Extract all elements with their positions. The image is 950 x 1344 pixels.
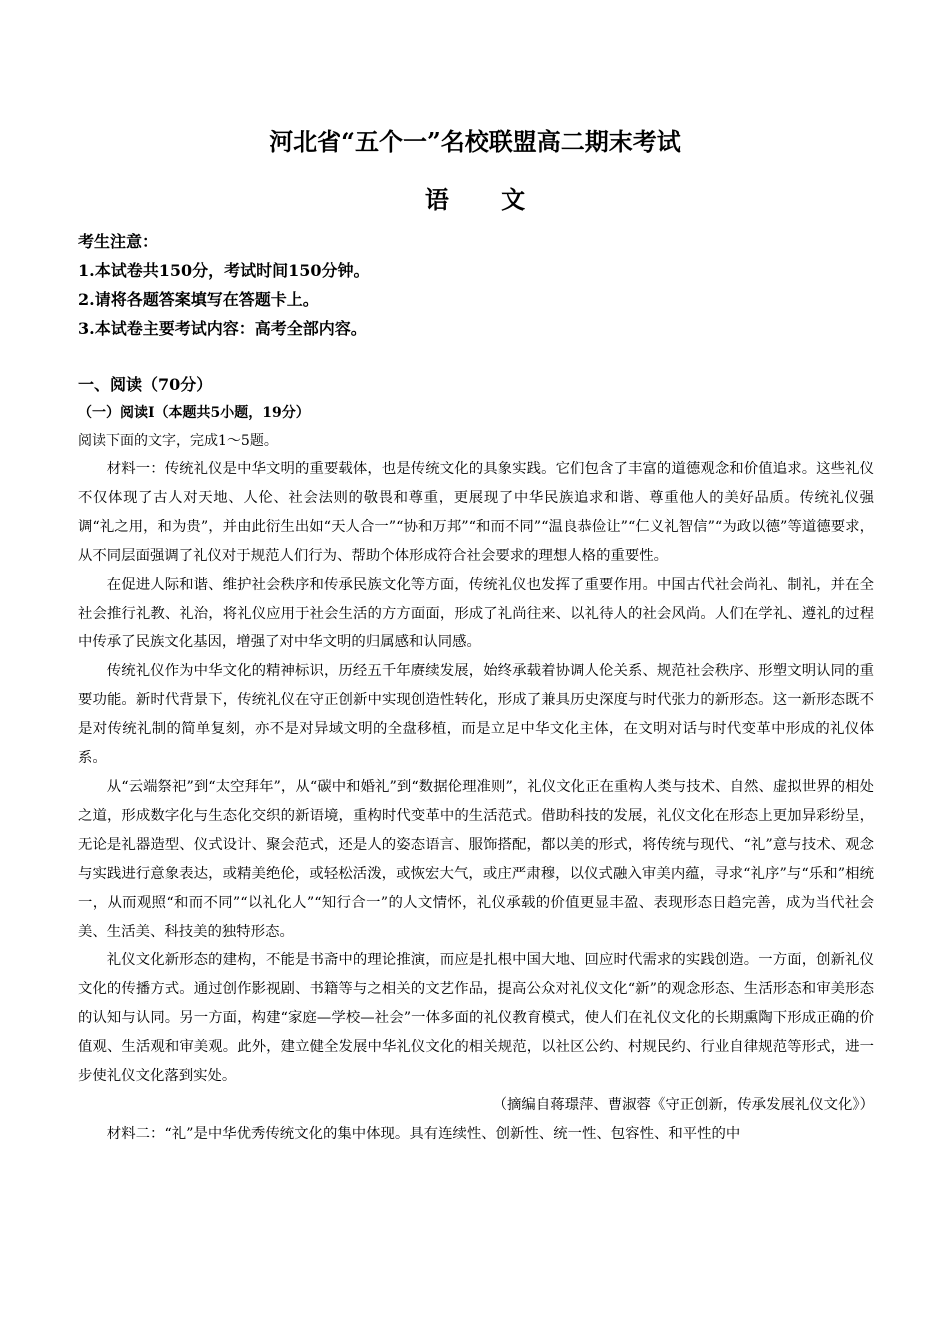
passage-source: （摘编自蒋璟萍、曹淑蓉《守正创新，传承发展礼仪文化》） bbox=[492, 1096, 874, 1113]
passage-paragraph: 在促进人际和谐、维护社会秩序和传承民族文化等方面，传统礼仪也发挥了重要作用。中国古代社会尚礼、制礼，并在全社会推行礼教、礼治，将礼仪应用于社会生活的方方面面，形成了礼尚往来、以礼待人的社会风尚。人们在学礼、遵礼的过程中传承了民族文化基因，增强了对中华文明的归属感和认同感。 bbox=[78, 576, 874, 651]
notice-item: 1.本试卷共150分，考试时间150分钟。 bbox=[78, 261, 370, 280]
exam-title: 河北省“五个一”名校联盟高二期末考试 bbox=[269, 127, 681, 156]
notice-item: 3.本试卷主要考试内容：高考全部内容。 bbox=[78, 319, 367, 338]
subsection-heading: （一）阅读Ⅰ（本题共5小题，19分） bbox=[78, 405, 310, 421]
subject-title: 语 文 bbox=[424, 185, 548, 214]
reading-instruction: 阅读下面的文字，完成1～5题。 bbox=[78, 433, 278, 449]
notice-item: 2.请将各题答案填写在答题卡上。 bbox=[78, 290, 319, 309]
passage-paragraph: 从“云端祭祀”到“太空拜年”，从“碳中和婚礼”到“数据伦理准则”，礼仪文化正在重构人类与技术、自然、虚拟世界的相处之道，形成数字化与生态化交织的新语境，重构时代变革中的生活范式。借助科技的发展，礼仪文化在形态上更加异彩纷呈，无论是礼器造型、仪式设计、聚会范式，还是人的姿态语言、服饰搭配，都以美的形式，将传统与现代、“礼”意与技术、观念与实践进行意象表达，或精美绝伦，或轻松活泼，或恢宏大气，或庄严肃穆，以仪式融入审美内蕴，寻求“礼序”与“乐和”相统一，从而观照“和而不同”“以礼化人”“知行合一”的人文情怀，礼仪承载的价值更显丰盈、表现形态日趋完善，成为当代社会美、生活美、科技美的独特形态。 bbox=[78, 778, 874, 940]
passage-paragraph: 传统礼仪作为中华文化的精神标识，历经五千年赓续发展，始终承载着协调人伦关系、规范社会秩序、形塑文明认同的重要功能。新时代背景下，传统礼仪在守正创新中实现创造性转化，形成了兼具历史深度与时代张力的新形态。这一新形态既不是对传统礼制的简单复刻，亦不是对异域文明的全盘移植，而是立足中华文化主体，在文明对话与时代变革中形成的礼仪体系。 bbox=[78, 663, 874, 767]
section-heading: 一、阅读（70分） bbox=[78, 375, 213, 394]
passage-paragraph: 材料一：传统礼仪是中华文明的重要载体，也是传统文化的具象实践。它们包含了丰富的道德观念和价值追求。这些礼仪不仅体现了古人对天地、人伦、社会法则的敬畏和尊重，更展现了中华民族追求和谐、尊重他人的美好品质。传统礼仪强调“礼之用，和为贵”，并由此衍生出如“天人合一”“协和万邦”“和而不同”“温良恭俭让”“仁义礼智信”“为政以德”等道德要求，从不同层面强调了礼仪对于规范人们行为、帮助个体形成符合社会要求的理想人格的重要性。 bbox=[78, 461, 874, 564]
notice-heading: 考生注意： bbox=[78, 232, 159, 251]
candidate-notice bbox=[78, 227, 370, 343]
reading-passage bbox=[78, 455, 874, 1149]
passage-paragraph: 材料二：“礼”是中华优秀传统文化的集中体现。具有连续性、创新性、统一性、包容性、和平性的中 bbox=[106, 1125, 741, 1142]
passage-paragraph: 礼仪文化新形态的建构，不能是书斋中的理论推演，而应是扎根中国大地、回应时代需求的实践创造。一方面，创新礼仪文化的传播方式。通过创作影视剧、书籍等与之相关的文艺作品，提高公众对礼仪文化“新”的观念形态、生活形态和审美形态的认知与认同。另一方面，构建“家庭—学校—社会”一体多面的礼仪教育模式，使人们在礼仪文化的长期熏陶下形成正确的价值观、生活观和审美观。此外，建立健全发展中华礼仪文化的相关规范，以社区公约、村规民约、行业自律规范等形式，进一步使礼仪文化落到实处。 bbox=[78, 952, 874, 1085]
